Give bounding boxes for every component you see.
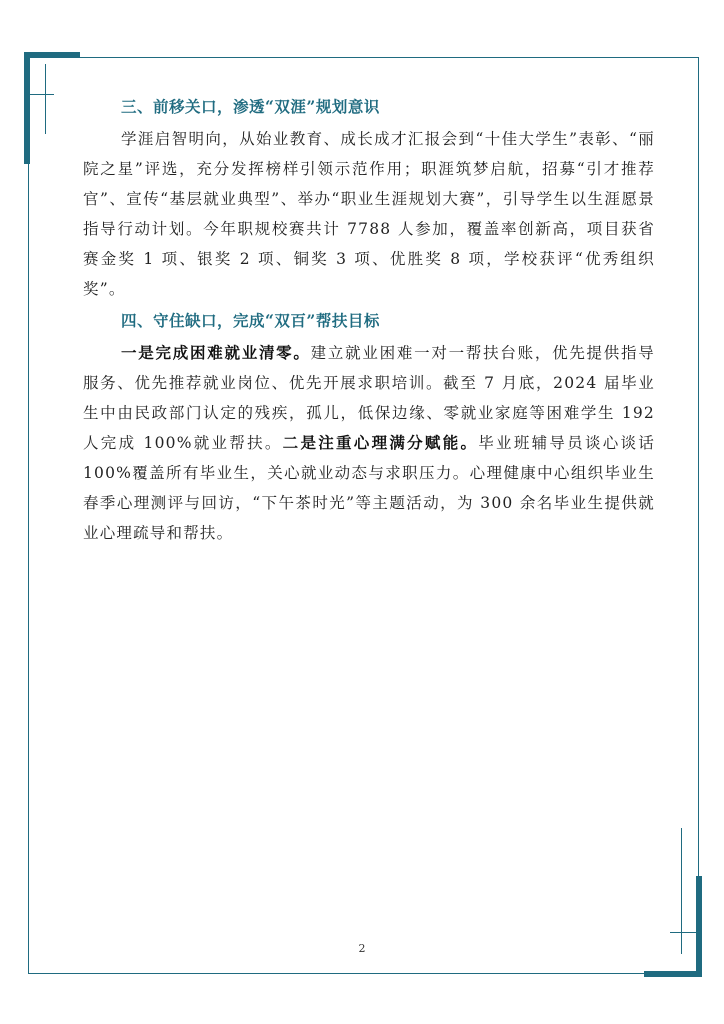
corner-ornament-top-left-horizontal (24, 52, 80, 58)
corner-ornament-top-left-vertical (24, 52, 30, 164)
section-3-paragraph: 学涯启智明向，从始业教育、成长成才汇报会到“十佳大学生”表彰、“丽院之星”评选，充分发挥榜样引领示范作用；职涯筑梦启航，招募“引才推荐官”、宣传“基层就业典型”、举办“职业生涯规划大赛”，引导学生以生涯愿景指导行动计划。今年职规校赛共计 7788 人参加，覆盖率创新高，项目获省赛金奖 1 项、银奖 2 项、铜奖 3 项、优胜奖 8 项，学校获评“优秀组织奖”。 (83, 130, 655, 298)
page-number: 2 (358, 942, 366, 955)
crosshair-top-left-horizontal (30, 94, 54, 95)
section-4-heading: 四、守住缺口，完成“双百”帮扶目标 (121, 311, 380, 330)
lead-phrase-2: 二是注重心理满分赋能。 (282, 433, 479, 452)
section-3-heading: 三、前移关口，渗透“双涯”规划意识 (121, 97, 380, 116)
document-body (83, 92, 655, 548)
crosshair-bottom-right-vertical (681, 828, 682, 954)
corner-ornament-bottom-right-horizontal (644, 971, 702, 977)
section-4-text-1: 建立就业困难一对一帮扶台账，优先提供指导服务、优先推荐就业岗位、优先开展求职培训。截至 7 月底，2024 届毕业生中由民政部门认定的残疾，孤儿，低保边缘、零就业家庭等困难学生 192 人完成 100%就业帮扶。 (83, 344, 655, 452)
crosshair-top-left-vertical (45, 64, 46, 134)
crosshair-bottom-right-horizontal (670, 932, 696, 933)
section-4-paragraph (83, 338, 655, 548)
lead-phrase-1: 一是完成困难就业清零。 (121, 343, 311, 362)
corner-ornament-bottom-right-vertical (696, 876, 702, 977)
section-4-text-2: 毕业班辅导员谈心谈话 100%覆盖所有毕业生，关心就业动态与求职压力。心理健康中心组织毕业生春季心理测评与回访，“下午茶时光”等主题活动，为 300 余名毕业生提供就业心理疏导和帮扶。 (83, 434, 655, 542)
